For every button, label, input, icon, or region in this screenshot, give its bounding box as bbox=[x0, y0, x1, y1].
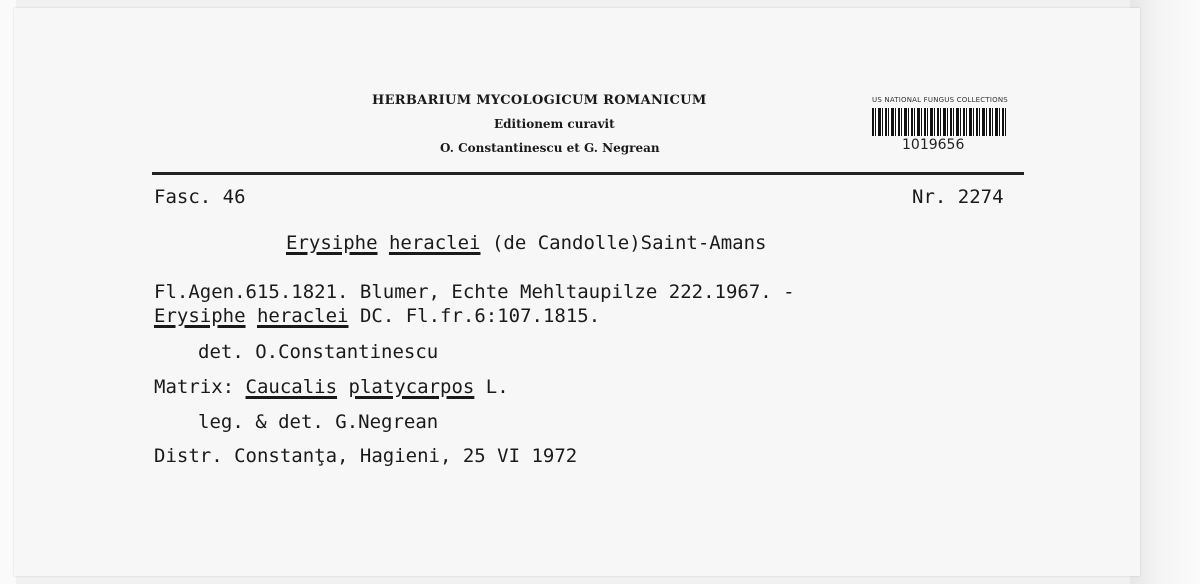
barcode-block bbox=[872, 96, 1016, 153]
editors: O. Constantinescu et G. Negrean bbox=[440, 141, 660, 155]
barcode-number: 1019656 bbox=[902, 137, 965, 153]
barcode-icon bbox=[872, 108, 1006, 136]
determiner: det. O.Constantinescu bbox=[198, 341, 439, 363]
matrix-epithet: platycarpos bbox=[348, 376, 475, 398]
species-name bbox=[286, 232, 766, 254]
matrix-genus: Caucalis bbox=[245, 376, 338, 398]
herbarium-title: HERBARIUM MYCOLOGICUM ROMANICUM bbox=[372, 93, 707, 108]
divider bbox=[152, 172, 1024, 175]
species-epithet: heraclei bbox=[388, 232, 481, 254]
matrix-prefix: Matrix: bbox=[154, 376, 235, 398]
exsiccata-number: Nr. 2274 bbox=[912, 186, 1004, 208]
species-authority: (de Candolle)Saint-Amans bbox=[491, 232, 767, 254]
barcode-caption: US NATIONAL FUNGUS COLLECTIONS bbox=[872, 96, 1008, 104]
synonym-line bbox=[154, 305, 600, 327]
matrix-line bbox=[154, 376, 509, 398]
reference-line: Fl.Agen.615.1821. Blumer, Echte Mehltaupilze 222.1967. - bbox=[154, 281, 795, 303]
collector: leg. & det. G.Negrean bbox=[198, 411, 439, 433]
synonym-epithet: heraclei bbox=[256, 305, 349, 327]
synonym-citation: DC. Fl.fr.6:107.1815. bbox=[359, 305, 601, 327]
fascicle: Fasc. 46 bbox=[154, 186, 246, 208]
edition-note: Editionem curavit bbox=[494, 117, 615, 131]
matrix-authority: L. bbox=[485, 376, 509, 398]
species-genus: Erysiphe bbox=[286, 232, 378, 254]
right-edge bbox=[1130, 0, 1200, 584]
locality: Distr. Constanţa, Hagieni, 25 VI 1972 bbox=[154, 445, 578, 467]
synonym-genus: Erysiphe bbox=[154, 305, 246, 327]
